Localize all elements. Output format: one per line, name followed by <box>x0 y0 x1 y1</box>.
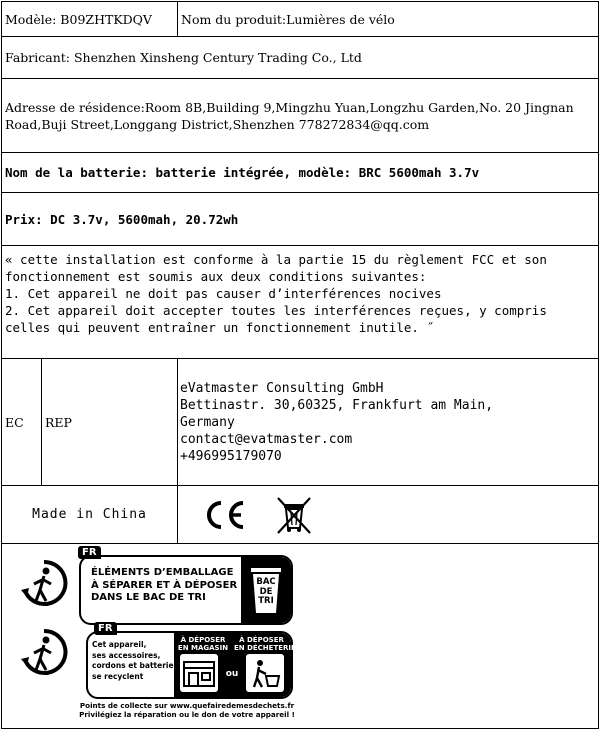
origin-cell: Made in China <box>2 486 178 544</box>
product-name-cell: Nom du produit:Lumières de vélo <box>178 2 599 37</box>
triman-cell <box>2 544 599 729</box>
price-cell: Prix: DC 3.7v, 5600mah, 20.72wh <box>2 193 599 246</box>
shop-icon <box>180 654 218 692</box>
triman-info-block <box>2 544 598 725</box>
dump-icon <box>246 654 284 692</box>
ec-cell: EC <box>2 359 42 486</box>
dump-line-1: À DÉPOSER <box>239 636 284 644</box>
dump-line-2: EN DÉCHETERIE <box>234 644 296 652</box>
device-line-4: se recyclent <box>92 671 144 681</box>
bin-label-2: DE <box>259 586 273 597</box>
packaging-line-2: À SÉPARER ET À DÉPOSER <box>91 579 238 591</box>
device-recycling-panel <box>86 631 296 699</box>
packaging-sorting-panel <box>79 555 293 625</box>
fcc-statement: « cette installation est conforme à la partie 15 du règlement FCC et son fonctionnement est soumis aux deux conditions suivantes: 1. Cet appareil ne doit pas causer d’interférences nocives 2. Cet appareil doit accepter toutes les interférences reçues, y compris celles qui peuvent entraîner un fonctionnement inutile. ˝ <box>2 246 599 359</box>
device-line-3: cordons et batterie <box>92 661 174 670</box>
model-cell: Modèle: B09ZHTKDQV <box>2 2 178 37</box>
repair-donation-text: Privilégiez la réparation ou le don de votre appareil ! <box>79 710 295 719</box>
eu-rep-street: Bettinastr. 30,60325, Frankfurt am Main, <box>180 397 494 413</box>
fr-tab-packaging: FR <box>78 546 101 559</box>
eu-rep-email: contact@evatmaster.com <box>180 431 353 447</box>
eu-rep-address <box>178 359 599 486</box>
packaging-line-1: ÉLÉMENTS D’EMBALLAGE <box>91 567 234 578</box>
device-line-1: Cet appareil, <box>92 640 147 649</box>
or-label: ou <box>225 669 239 679</box>
triman-logo-icon <box>18 557 70 609</box>
weee-crossed-bin-icon <box>275 495 313 535</box>
bin-label-3: TRI <box>258 596 274 606</box>
ce-mark-icon <box>203 499 247 531</box>
collection-points-text: Points de collecte sur www.quefairedemesdechets.fr <box>79 701 295 710</box>
symbols-cell <box>178 486 599 544</box>
drop-off-panel <box>174 633 296 697</box>
product-label <box>1 1 599 729</box>
address-cell: Adresse de résidence:Room 8B,Building 9,Mingzhu Yuan,Longzhu Garden,No. 20 Jingnan Road,Buji Street,Longgang District,Shenzhen 778272834@qq.com <box>2 79 599 153</box>
sorting-bin-panel <box>241 557 291 623</box>
triman-logo-icon <box>18 626 70 678</box>
shop-line-1: À DÉPOSER <box>180 636 226 644</box>
battery-cell: Nom de la batterie: batterie intégrée, modèle: BRC 5600mah 3.7v <box>2 153 599 193</box>
packaging-line-3: DANS LE BAC DE TRI <box>91 592 206 603</box>
eu-rep-phone: +496995179070 <box>180 448 282 464</box>
eu-rep-name: eVatmaster Consulting GmbH <box>180 380 384 396</box>
fr-tab-device: FR <box>94 622 117 635</box>
rep-cell: REP <box>42 359 178 486</box>
shop-line-2: EN MAGASIN <box>177 644 229 652</box>
bin-label-1: BAC <box>256 577 276 587</box>
manufacturer-cell: Fabricant: Shenzhen Xinsheng Century Trading Co., Ltd <box>2 37 599 79</box>
eu-rep-country: Germany <box>180 414 235 430</box>
device-line-2: ses accessoires, <box>92 650 161 660</box>
